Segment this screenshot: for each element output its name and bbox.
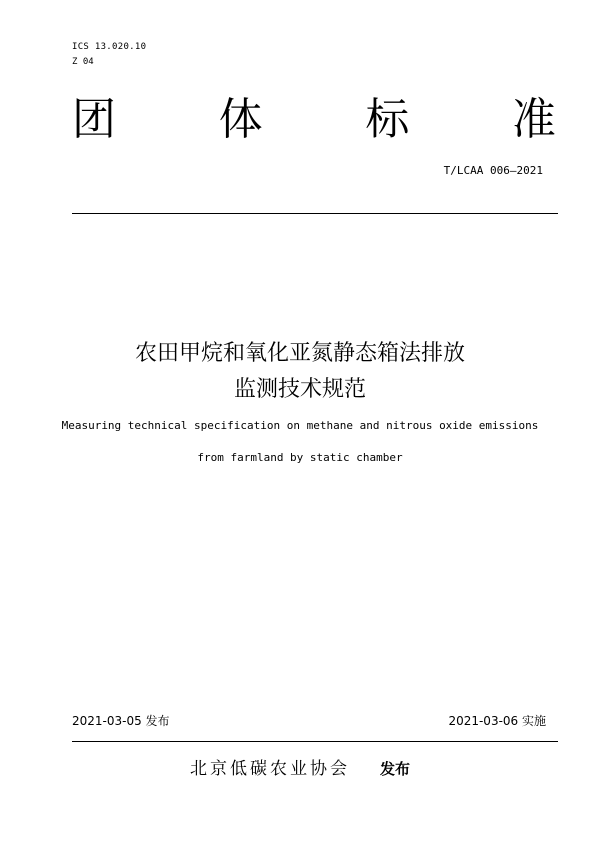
issuing-organization: 北京低碳农业协会 xyxy=(189,759,350,779)
ics-code: ICS 13.020.10 xyxy=(72,42,147,52)
standard-type-char: 体 xyxy=(218,94,263,145)
title-en-line-2: from farmland by static chamber xyxy=(197,451,403,464)
implementation-date: 2021-03-06 实施 xyxy=(448,714,546,728)
classification-code: Z 04 xyxy=(72,57,94,67)
standard-type-char: 准 xyxy=(511,94,556,145)
publisher-line xyxy=(0,754,600,779)
title-cn-line-1: 农田甲烷和氧化亚氮静态箱法排放 xyxy=(134,341,465,366)
standard-type-char: 团 xyxy=(72,94,116,145)
standard-type-heading xyxy=(72,94,556,145)
issue-date: 2021-03-05 发布 xyxy=(72,714,170,728)
title-en-line-1: Measuring technical specification on methane and nitrous oxide emissions xyxy=(61,419,539,432)
standard-type-char: 标 xyxy=(365,94,410,145)
top-divider xyxy=(72,213,558,214)
title-cn-line-2: 监测技术规范 xyxy=(233,377,366,402)
issue-verb: 发布 xyxy=(379,760,410,778)
bottom-divider xyxy=(72,741,558,742)
standard-code: T/LCAA 006—2021 xyxy=(443,164,543,177)
